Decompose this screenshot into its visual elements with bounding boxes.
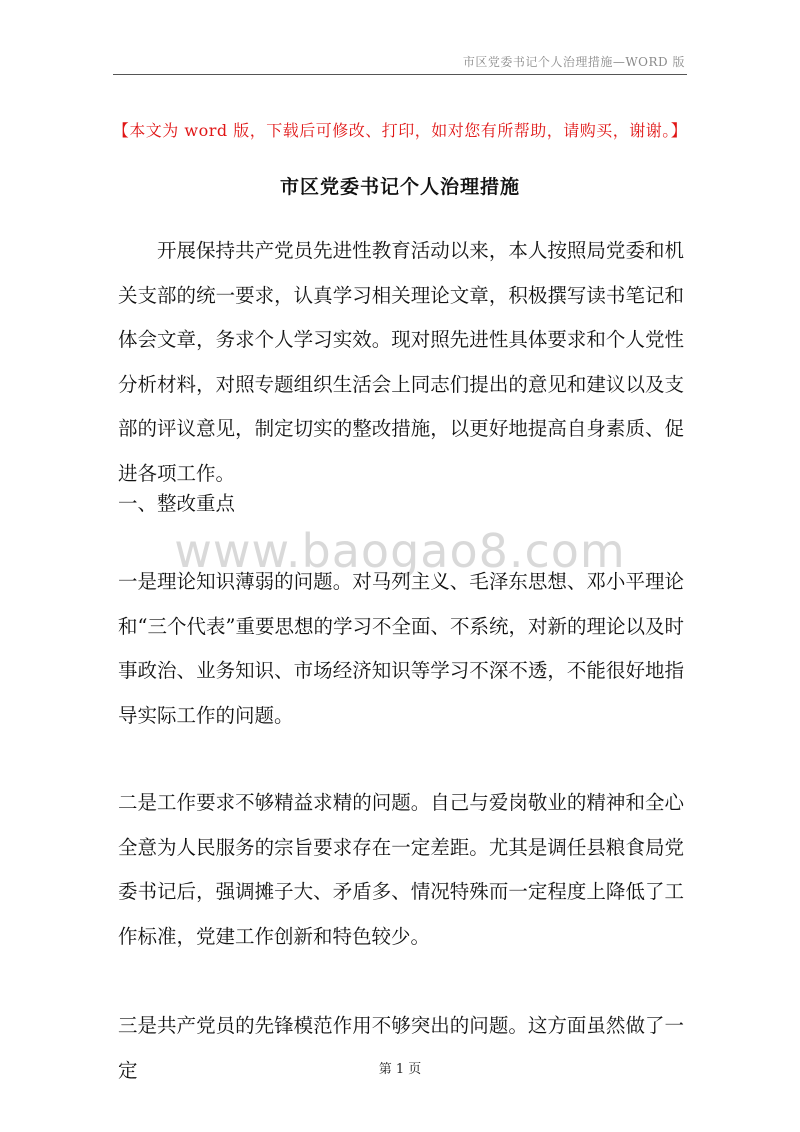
running-header: 市区党委书记个人治理措施—WORD 版 (462, 55, 685, 69)
point-two-paragraph: 二是工作要求不够精益求精的问题。自己与爱岗敬业的精神和全心全意为人民服务的宗旨要求存在一定差距。尤其是调任县粮食局党委书记后，强调摊子大、矛盾多、情况特殊而一定程度上降低了工作标准，党建工作创新和特色较少。 (118, 791, 684, 948)
page-number: 第 1 页 (378, 1062, 422, 1077)
watermark: www.baogao8.com (174, 524, 626, 578)
point-one-paragraph: 一是理论知识薄弱的问题。对马列主义、毛泽东思想、邓小平理论和“三个代表”重要思想的学习不全面、不系统，对新的理论以及时事政治、业务知识、市场经济知识等学习不深不透，不能很好地指导实际工作的问题。 (118, 570, 684, 727)
purchase-notice: 【本文为 word 版，下载后可修改、打印，如对您有所帮助，请购买，谢谢。】 (112, 121, 688, 140)
point-three-paragraph: 三是共产党员的先锋模范作用不够突出的问题。这方面虽然做了一定 (118, 1014, 684, 1082)
section-heading: 一、整改重点 (118, 492, 236, 515)
intro-paragraph: 开展保持共产党员先进性教育活动以来，本人按照局党委和机关支部的统一要求，认真学习相关理论文章，积极撰写读书笔记和体会文章，务求个人学习实效。现对照先进性具体要求和个人党性分析材料，对照专题组织生活会上同志们提出的意见和建议以及支部的评议意见，制定切实的整改措施，以更好地提高自身素质、促进各项工作。 (118, 239, 684, 485)
header-divider (113, 74, 687, 75)
document-title: 市区党委书记个人治理措施 (279, 176, 520, 198)
